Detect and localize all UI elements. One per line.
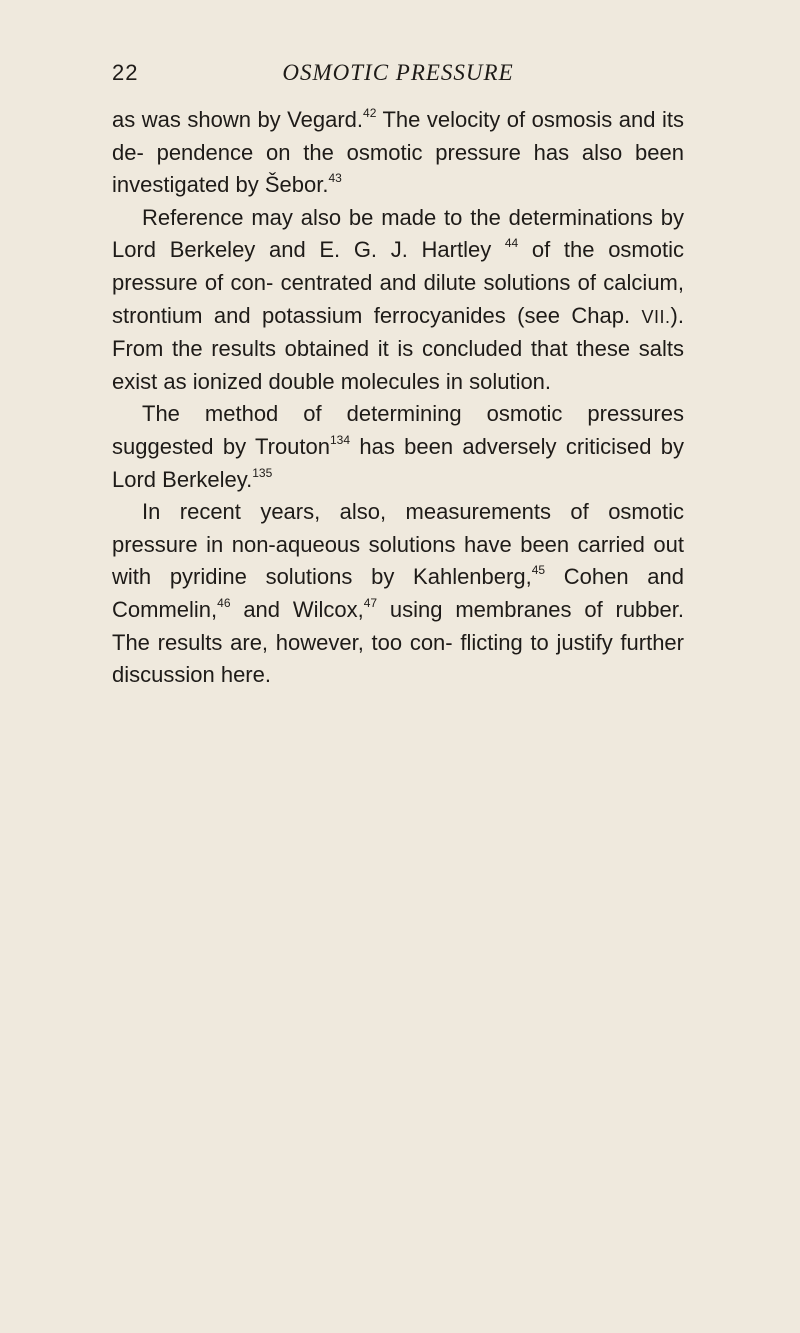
footnote-ref-42: 42	[363, 106, 377, 120]
paragraph-3	[112, 398, 684, 496]
paragraph-1-text-1: as was shown by Vegard.	[112, 107, 364, 132]
page-number: 22	[112, 60, 139, 85]
footnote-ref-46: 46	[217, 595, 231, 610]
footnote-ref-47: 47	[363, 595, 378, 610]
paragraph-2-text-1: Reference may also be made to the determinations by Lord Berkeley and E. G. J. Hartley	[112, 204, 684, 263]
paragraph-1-text-2: The velocity of osmosis and its de- pendence on the osmotic pressure has also been investigated by Šebor.	[112, 107, 684, 198]
paragraph-3-text-2: has been adversely criticised by Lord Berkeley.	[112, 433, 684, 492]
page-header	[112, 60, 684, 90]
paragraph-2	[112, 202, 684, 399]
paragraph-4-text-1: In recent years, also, measurements of osmotic pressure in non-aqueous solutions have been carried out with pyridine solutions by Kahlenberg,	[112, 499, 684, 590]
footnote-ref-43: 43	[328, 171, 342, 186]
paragraph-4-text-3: and Wilcox,	[230, 596, 364, 622]
body-text	[112, 104, 684, 692]
paragraph-2-text-3: ). From the results obtained it is concluded that these salts exist as ionized double molecules in solution.	[112, 302, 684, 394]
paragraph-4-text-4: using membranes of rubber. The results are, however, too con- flicting to justify further discussion here.	[112, 596, 684, 688]
paragraph-1	[112, 104, 684, 202]
chapter-reference: VII.	[641, 306, 671, 327]
paragraph-3-text-1: The method of determining osmotic pressures suggested by Trouton	[112, 401, 684, 459]
paragraph-4-text-2: Cohen and Commelin,	[112, 564, 685, 622]
paragraph-2-text-2: of the osmotic pressure of con- centrated and dilute solutions of calcium, strontium and potassium ferrocyanides (see Chap.	[112, 237, 684, 328]
running-title: OSMOTIC PRESSURE	[282, 60, 514, 85]
paragraph-4	[112, 496, 684, 692]
footnote-ref-135: 135	[252, 465, 273, 480]
footnote-ref-134: 134	[330, 432, 351, 447]
footnote-ref-44: 44	[504, 236, 519, 251]
footnote-ref-45: 45	[531, 563, 546, 578]
